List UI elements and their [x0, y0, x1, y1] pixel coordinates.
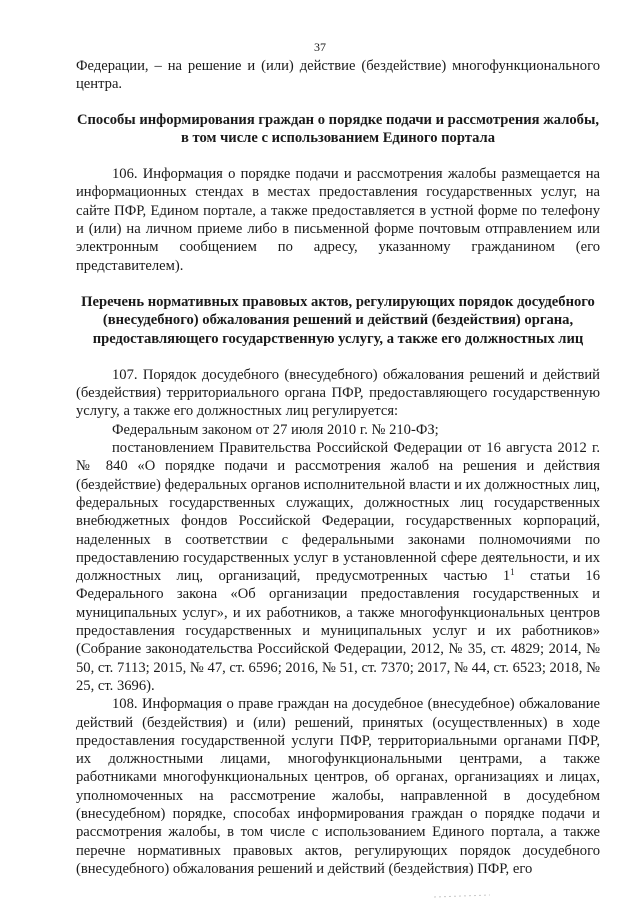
superscript-part-number: 1	[510, 567, 515, 578]
document-body	[76, 57, 600, 878]
decree-text-part-1: постановлением Правительства Российской Федерации от 16 августа 2012 г. № 840 «О порядке подачи и рассмотрения жалоб на решения и действия (бездействие) федеральных органов исполнительной власти и их должностных лиц, федеральных государственных служащих, должностных лиц государственных внебюджетных фондов Российской Федерации, государственных корпораций, наделенных в соответствии с федеральными законами полномочиями по предоставлению государственных услуг в установленной сфере деятельности, и их должностных лиц, организаций, предусмотренных частью 1	[76, 440, 600, 585]
paragraph-continuation: Федерации, – на решение и (или) действие (бездействие) многофункционального центра.	[76, 58, 600, 93]
paragraph-107: 107. Порядок досудебного (внесудебного) обжалования решений и действий (бездействия) территориального органа ПФР, предоставляющего государственную услугу, а также его должностных лиц регулируется:	[76, 366, 600, 420]
paragraph-107-federal-law: Федеральным законом от 27 июля 2010 г. № 210-ФЗ;	[112, 421, 439, 438]
page-number: 37	[314, 40, 326, 54]
paragraph-108: 108. Информация о праве граждан на досудебное (внесудебное) обжалование действий (бездействия) и (или) решений, принятых (осуществленных) в ходе предоставления государственной услуги ПФР, территориальными органами ПФР, их должностными лицами, многофункциональными центрами, а также работниками многофункциональных центров, об органах, организациях и лицах, уполномоченных на рассмотрение жалобы, направленной в досудебном (внесудебном) порядке, способах информирования граждан о порядке подачи и рассмотрения жалобы, в том числе с использованием Единого портала, а также перечне нормативных правовых актов, регулирующих порядок досудебного (внесудебного) обжалования решений и действий (бездействия) ПФР, его	[76, 696, 600, 877]
section-heading-informing: Способы информирования граждан о порядке подачи и рассмотрения жалобы, в том числе с использованием Единого портала	[76, 111, 600, 146]
paragraph-106: 106. Информация о порядке подачи и рассмотрения жалобы размещается на информационных стендах в местах предоставления государственных услуг, на сайте ПФР, Едином портале, а также предоставляется в устной форме по телефону и (или) на личном приеме либо в письменной форме почтовым отправлением или электронным сообщением по адресу, указанному гражданином (его представителем).	[76, 166, 600, 274]
decree-text-part-2: статьи 16 Федерального закона «Об организации предоставления государственных и муниципальных услуг», и их работников, а также многофункциональных центров предоставления государственных и муниципальных услуг и их работников» (Собрание законодательства Российской Федерации, 2012, № 35, ст. 4829; 2014, № 50, ст. 7113; 2015, № 47, ст. 6596; 2016, № 51, ст. 7370; 2017, № 44, ст. 6523; 2018, № 25, ст. 3696).	[76, 568, 600, 694]
section-heading-legal-acts: Перечень нормативных правовых актов, регулирующих порядок досудебного (внесудебного) обжалования решений и действий (бездействия) органа, предоставляющего государственную услугу, а также его должностных лиц	[81, 293, 595, 347]
paragraph-107-government-decree	[76, 439, 600, 695]
scan-artifact	[432, 893, 492, 899]
